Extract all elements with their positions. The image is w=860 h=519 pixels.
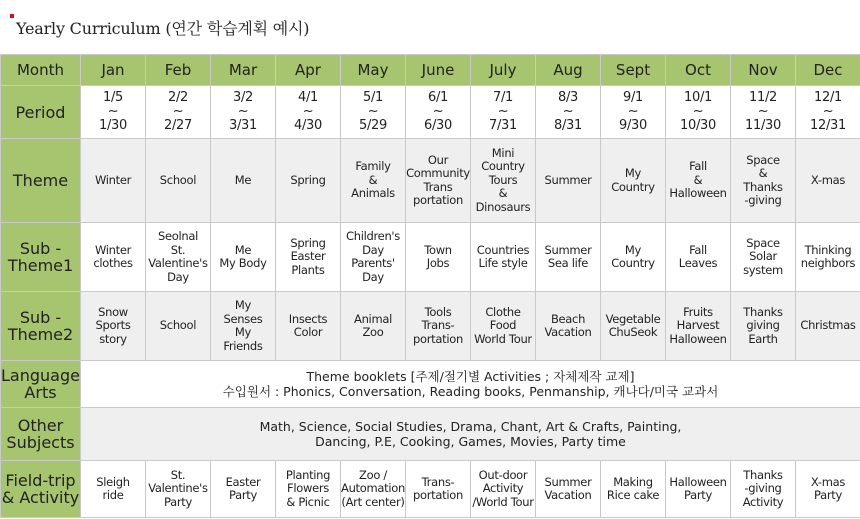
row-label-sub-theme1: Sub - Theme1 [1,223,81,292]
row-label-language-arts: Language Arts [1,361,81,408]
field-trip-cell: Halloween Party [666,461,731,518]
field-trip-cell: Zoo / Automation (Art center) [341,461,406,518]
period-cell: 4/1 ~ 4/30 [276,86,341,139]
theme-cell: Space & Thanks -giving [731,139,796,223]
month-header: Apr [276,55,341,86]
row-label-sub-theme2: Sub - Theme2 [1,292,81,361]
month-row [1,55,860,86]
sub-theme1-cell: Fall Leaves [666,223,731,292]
language-arts-row [1,361,860,408]
sub-theme1-cell: Children's Day Parents' Day [341,223,406,292]
month-header: June [406,55,471,86]
field-trip-cell: Sleigh ride [81,461,146,518]
period-cell: 1/5 ~ 1/30 [81,86,146,139]
theme-cell: Summer [536,139,601,223]
sub-theme1-cell: Me My Body [211,223,276,292]
month-header: Feb [146,55,211,86]
theme-cell: Family & Animals [341,139,406,223]
row-label-month: Month [1,55,81,86]
curriculum-table [0,54,860,518]
sub-theme1-row [1,223,860,292]
month-header: Mar [211,55,276,86]
sub-theme2-cell: Thanks giving Earth [731,292,796,361]
field-trip-cell: X-mas Party [796,461,860,518]
theme-cell: X-mas [796,139,860,223]
sub-theme2-cell: Insects Color [276,292,341,361]
sub-theme2-cell: Animal Zoo [341,292,406,361]
theme-cell: My Country [601,139,666,223]
month-header: Nov [731,55,796,86]
sub-theme2-cell: Vegetable ChuSeok [601,292,666,361]
sub-theme2-cell: Beach Vacation [536,292,601,361]
period-cell: 10/1 ~ 10/30 [666,86,731,139]
period-cell: 2/2 ~ 2/27 [146,86,211,139]
field-trip-cell: Planting Flowers & Picnic [276,461,341,518]
sub-theme2-cell: Clothe Food World Tour [471,292,536,361]
sub-theme1-cell: Seolnal St. Valentine's Day [146,223,211,292]
sub-theme2-cell: Christmas [796,292,860,361]
month-header: Dec [796,55,860,86]
month-header: Oct [666,55,731,86]
field-trip-cell: Out-door Activity /World Tour [471,461,536,518]
row-label-theme: Theme [1,139,81,223]
sub-theme1-cell: Space Solar system [731,223,796,292]
title-marker [10,14,14,18]
period-cell: 12/1 ~ 12/31 [796,86,860,139]
row-label-other-subjects: Other Subjects [1,408,81,461]
period-cell: 11/2 ~ 11/30 [731,86,796,139]
field-trip-row [1,461,860,518]
sub-theme2-cell: Tools Trans- portation [406,292,471,361]
month-header: May [341,55,406,86]
page-title: Yearly Curriculum (연간 학습계획 예시) [16,19,310,38]
period-cell: 3/2 ~ 3/31 [211,86,276,139]
other-subjects-row [1,408,860,461]
theme-cell: Our Community Trans portation [406,139,471,223]
sub-theme1-cell: Town Jobs [406,223,471,292]
sub-theme1-cell: Countries Life style [471,223,536,292]
month-header: July [471,55,536,86]
period-cell: 8/3 ~ 8/31 [536,86,601,139]
sub-theme1-cell: My Country [601,223,666,292]
other-subjects-content: Math, Science, Social Studies, Drama, Chant, Art & Crafts, Painting, Dancing, P.E, Cooking, Games, Movies, Party time [81,408,860,461]
period-cell: 6/1 ~ 6/30 [406,86,471,139]
row-label-period: Period [1,86,81,139]
month-header: Jan [81,55,146,86]
period-cell: 5/1 ~ 5/29 [341,86,406,139]
period-cell: 9/1 ~ 9/30 [601,86,666,139]
field-trip-cell: Trans- portation [406,461,471,518]
period-cell: 7/1 ~ 7/31 [471,86,536,139]
field-trip-cell: Easter Party [211,461,276,518]
theme-cell: School [146,139,211,223]
field-trip-cell: Making Rice cake [601,461,666,518]
sub-theme2-cell: Snow Sports story [81,292,146,361]
sub-theme1-cell: Winter clothes [81,223,146,292]
sub-theme1-cell: Summer Sea life [536,223,601,292]
theme-cell: Spring [276,139,341,223]
field-trip-cell: Thanks -giving Activity [731,461,796,518]
theme-cell: Winter [81,139,146,223]
sub-theme1-cell: Thinking neighbors [796,223,860,292]
sub-theme2-row [1,292,860,361]
month-header: Sept [601,55,666,86]
theme-cell: Fall & Halloween [666,139,731,223]
language-arts-content: Theme booklets [주제/절기별 Activities ; 자체제작 교제] 수입원서 : Phonics, Conversation, Reading books, Penmanship, 캐나다/미국 교과서 [81,361,860,408]
theme-row [1,139,860,223]
theme-cell: Mini Country Tours & Dinosaurs [471,139,536,223]
sub-theme2-cell: School [146,292,211,361]
sub-theme2-cell: My Senses My Friends [211,292,276,361]
row-label-field-trip: Field-trip & Activity [1,461,81,518]
sub-theme2-cell: Fruits Harvest Halloween [666,292,731,361]
theme-cell: Me [211,139,276,223]
field-trip-cell: St. Valentine's Party [146,461,211,518]
field-trip-cell: Summer Vacation [536,461,601,518]
sub-theme1-cell: Spring Easter Plants [276,223,341,292]
period-row [1,86,860,139]
month-header: Aug [536,55,601,86]
